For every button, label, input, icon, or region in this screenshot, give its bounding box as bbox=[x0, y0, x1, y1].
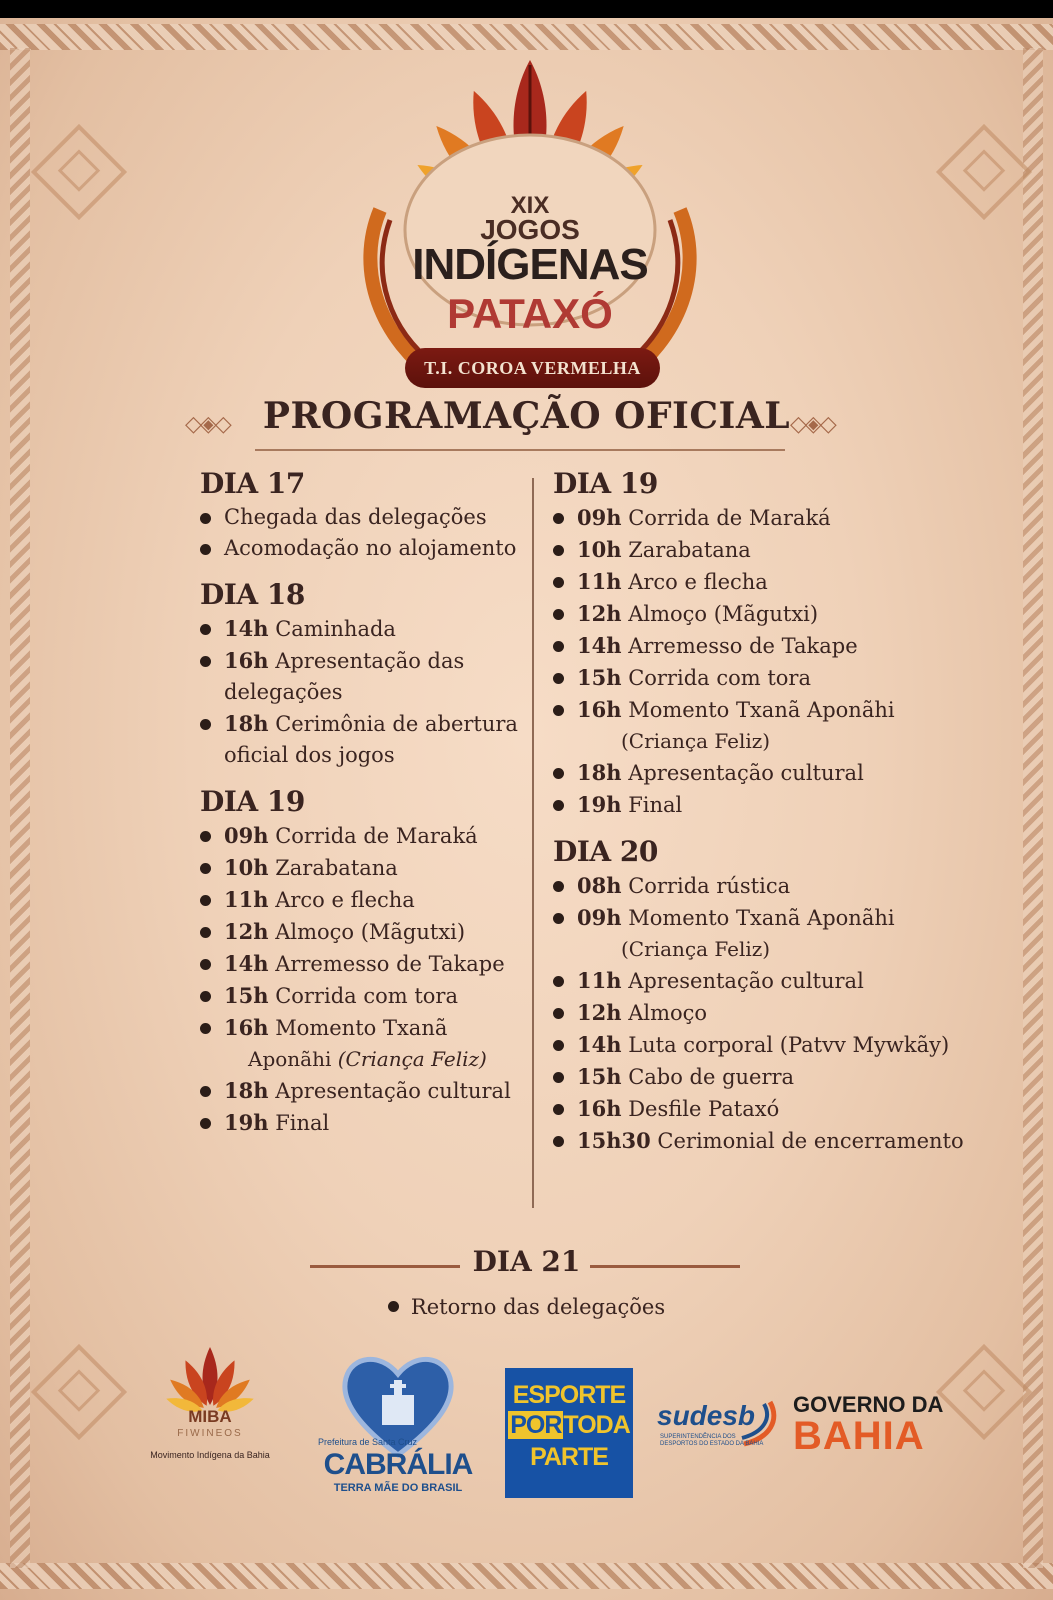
title-ornament-right: ◇◈◇ bbox=[790, 412, 835, 437]
miba-logo-caption: Movimento Indígena da Bahia bbox=[150, 1450, 270, 1460]
list-item: 09h Momento Txanã Aponãhi (Criança Feliz) bbox=[553, 902, 973, 965]
miba-logo-name: MIBA bbox=[188, 1407, 232, 1426]
esporte-por-toda-parte-logo: ESPORTE PORTODA PARTE bbox=[505, 1368, 633, 1498]
bullet-icon bbox=[200, 831, 211, 842]
list-item: 16h Momento Txanã Aponãhi (Criança Feliz) bbox=[200, 1012, 540, 1075]
bullet-icon bbox=[200, 1118, 211, 1129]
event-logo bbox=[330, 30, 730, 410]
bullet-icon bbox=[553, 705, 564, 716]
sudesb-logo: sudesb bbox=[657, 1400, 756, 1431]
schedule-left-column bbox=[200, 467, 540, 1139]
list-item: 19h Final bbox=[200, 1107, 540, 1139]
schedule-right-column bbox=[553, 467, 973, 1157]
bullet-icon bbox=[553, 673, 564, 684]
list-item: 18h Cerimônia de abertura oficial dos jogos bbox=[200, 708, 540, 771]
corner-ornament bbox=[936, 124, 1032, 220]
logo-indigenas: INDÍGENAS bbox=[412, 240, 648, 289]
corner-ornament bbox=[31, 1344, 127, 1440]
list-item: 19h Final bbox=[553, 789, 973, 821]
sudesb-subtitle: SUPERINTENDÊNCIA DOS DESPORTOS DO ESTADO DA BAHIA bbox=[660, 1434, 764, 1447]
status-bar bbox=[0, 0, 1053, 18]
bullet-icon bbox=[553, 800, 564, 811]
bullet-icon bbox=[553, 1072, 564, 1083]
list-item: 12h Almoço bbox=[553, 997, 973, 1029]
bullet-icon bbox=[200, 513, 211, 524]
bullet-icon bbox=[553, 545, 564, 556]
cabralia-tagline: TERRA MÃE DO BRASIL bbox=[333, 1482, 463, 1494]
list-item: 15h30 Cerimonial de encerramento bbox=[553, 1125, 973, 1157]
page-title: PROGRAMAÇÃO OFICIAL bbox=[262, 395, 791, 437]
list-item: 12h Almoço (Mãgutxi) bbox=[200, 916, 540, 948]
bullet-icon bbox=[553, 609, 564, 620]
miba-logo-sub: FIWINEOS bbox=[177, 1428, 243, 1439]
governo-logo-line1: GOVERNO DA bbox=[793, 1392, 944, 1417]
left-border-pattern bbox=[10, 48, 30, 1568]
bullet-icon bbox=[200, 544, 211, 555]
bullet-icon bbox=[200, 927, 211, 938]
list-item: 09h Corrida de Maraká bbox=[200, 820, 540, 852]
bullet-icon bbox=[553, 913, 564, 924]
list-item: 12h Almoço (Mãgutxi) bbox=[553, 598, 973, 630]
bottom-border-pattern bbox=[0, 1563, 1053, 1589]
bullet-icon bbox=[200, 991, 211, 1002]
list-item: 15h Corrida com tora bbox=[553, 662, 973, 694]
list-item: 11h Arco e flecha bbox=[553, 566, 973, 598]
right-border-pattern bbox=[1023, 48, 1043, 1568]
list-item: 16h Apresentação das delegações bbox=[200, 645, 540, 708]
list-item: 10h Zarabatana bbox=[553, 534, 973, 566]
logo-jogos: JOGOS bbox=[480, 214, 580, 245]
logo-pataxo: PATAXÓ bbox=[447, 290, 613, 337]
bullet-icon bbox=[553, 641, 564, 652]
miba-feather-logo-icon bbox=[140, 1345, 280, 1415]
bullet-icon bbox=[553, 1008, 564, 1019]
list-item: 16h Momento Txanã Aponãhi (Criança Feliz) bbox=[553, 694, 973, 757]
list-item: 18h Apresentação cultural bbox=[200, 1075, 540, 1107]
list-item: 14h Arremesso de Takape bbox=[200, 948, 540, 980]
list-item: 15h Cabo de guerra bbox=[553, 1061, 973, 1093]
day-heading: DIA 19 bbox=[553, 467, 658, 500]
day-heading: DIA 19 bbox=[200, 785, 305, 818]
bullet-icon bbox=[553, 976, 564, 987]
day-heading: DIA 20 bbox=[553, 835, 658, 868]
list-item: 08h Corrida rústica bbox=[553, 870, 973, 902]
list-item: 14h Arremesso de Takape bbox=[553, 630, 973, 662]
governo-logo-line2: BAHIA bbox=[793, 1414, 925, 1458]
title-rule bbox=[255, 449, 785, 451]
bullet-icon bbox=[200, 1023, 211, 1034]
logo-ribbon: T.I. COROA VERMELHA bbox=[405, 348, 660, 388]
bullet-icon bbox=[553, 513, 564, 524]
list-item: 11h Arco e flecha bbox=[200, 884, 540, 916]
title-ornament-left: ◇◈◇ bbox=[185, 412, 230, 437]
bullet-icon bbox=[553, 881, 564, 892]
list-item: 14h Caminhada bbox=[200, 613, 540, 645]
day-heading: DIA 18 bbox=[200, 578, 305, 611]
list-item: 10h Zarabatana bbox=[200, 852, 540, 884]
bullet-icon bbox=[200, 624, 211, 635]
list-item: Retorno das delegações bbox=[0, 1295, 1053, 1319]
bullet-icon bbox=[553, 1104, 564, 1115]
bullet-icon bbox=[553, 768, 564, 779]
list-item: 16h Desfile Pataxó bbox=[553, 1093, 973, 1125]
bullet-icon bbox=[200, 863, 211, 874]
bullet-icon bbox=[388, 1301, 399, 1312]
list-item: Chegada das delegações bbox=[200, 502, 540, 533]
bullet-icon bbox=[200, 895, 211, 906]
corner-ornament bbox=[31, 124, 127, 220]
day-heading-21: DIA 21 bbox=[472, 1245, 581, 1278]
cabralia-prefeitura: Prefeitura de Santa Cruz bbox=[318, 1437, 418, 1447]
list-item: Acomodação no alojamento bbox=[200, 533, 540, 564]
list-item: 15h Corrida com tora bbox=[200, 980, 540, 1012]
cabralia-name: CABRÁLIA bbox=[323, 1448, 473, 1481]
bullet-icon bbox=[553, 1040, 564, 1051]
list-item: 14h Luta corporal (Patvv Mywkãy) bbox=[553, 1029, 973, 1061]
bullet-icon bbox=[553, 577, 564, 588]
logo-edition: XIX bbox=[510, 192, 550, 219]
day-heading: DIA 17 bbox=[200, 467, 305, 500]
bullet-icon bbox=[200, 719, 211, 730]
list-item: 18h Apresentação cultural bbox=[553, 757, 973, 789]
bullet-icon bbox=[553, 1136, 564, 1147]
list-item: 11h Apresentação cultural bbox=[553, 965, 973, 997]
bullet-icon bbox=[200, 656, 211, 667]
bullet-icon bbox=[200, 1086, 211, 1097]
day21-rule-right bbox=[590, 1265, 740, 1268]
list-item: 09h Corrida de Maraká bbox=[553, 502, 973, 534]
bullet-icon bbox=[200, 959, 211, 970]
